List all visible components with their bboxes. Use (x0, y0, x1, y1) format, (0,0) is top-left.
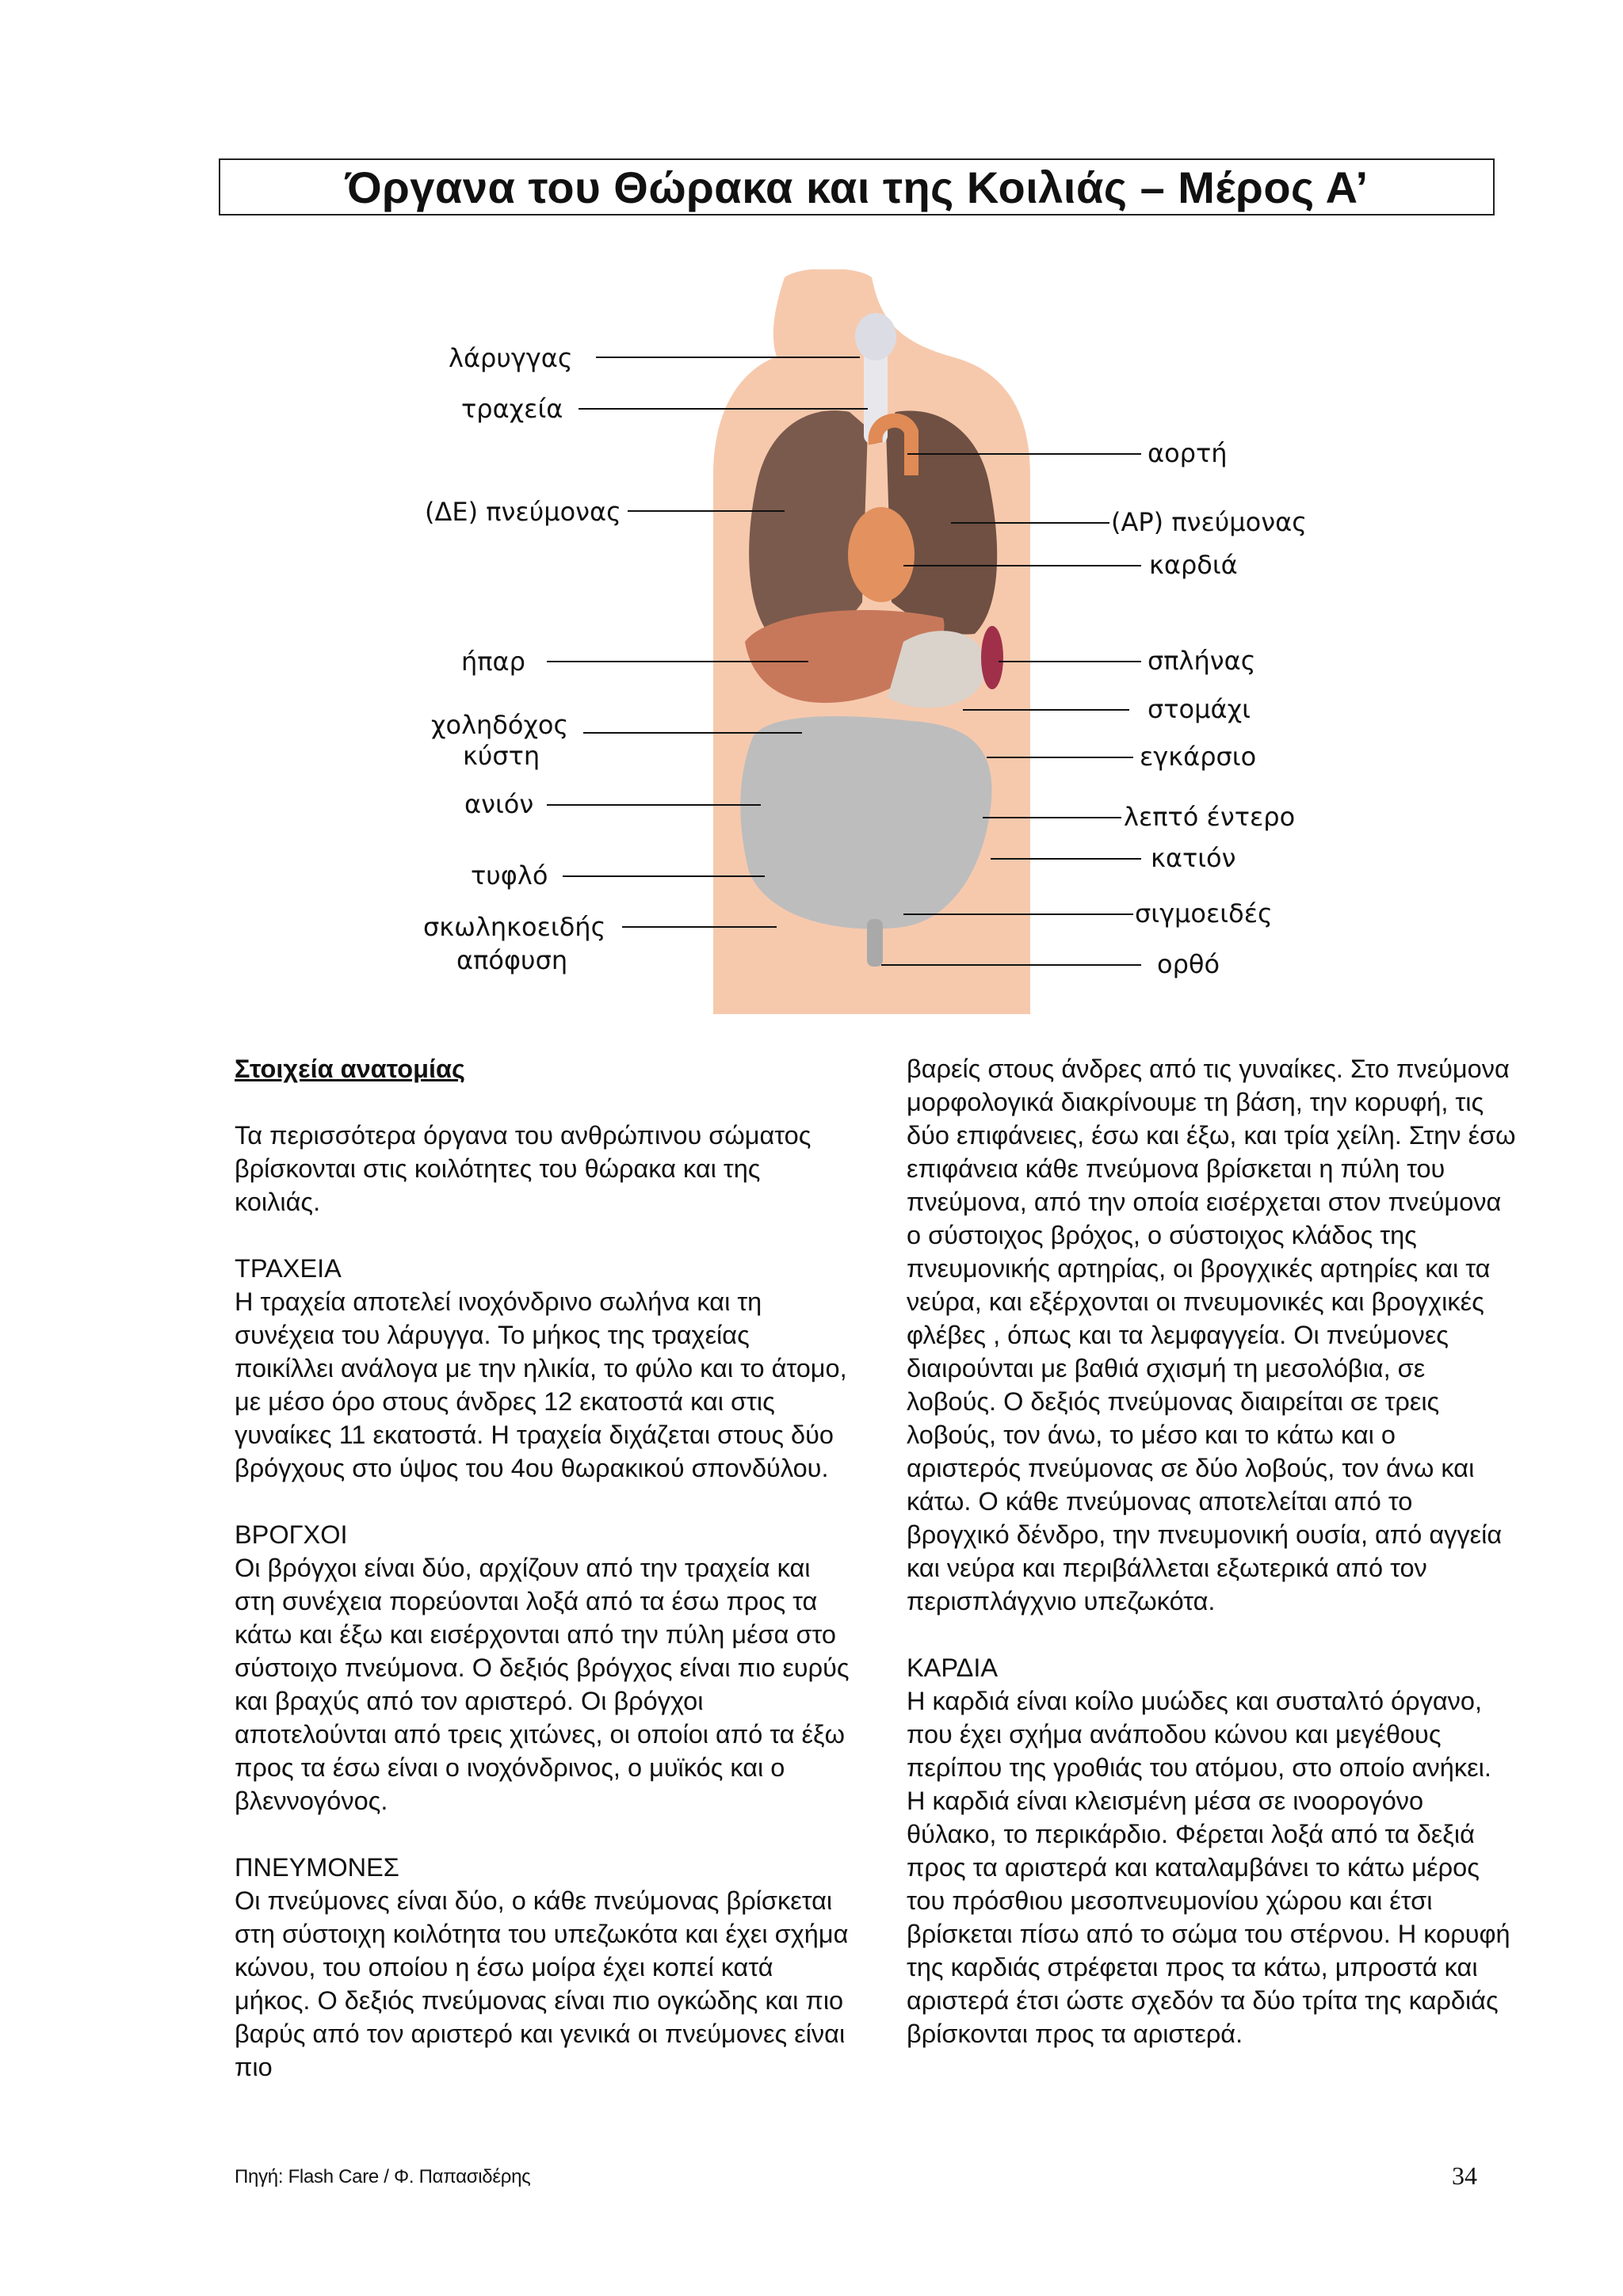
page-title: Όργανα του Θώρακα και της Κοιλιάς – Μέρος Α’ (345, 162, 1369, 212)
label-rectum: ορθό (1157, 949, 1220, 979)
footer-source: Πηγή: Flash Care / Φ. Παπασιδέρης (235, 2166, 531, 2187)
label-cecum: τυφλό (471, 860, 548, 891)
label-trachea: τραχεία (461, 394, 563, 424)
spleen-shape (981, 626, 1003, 689)
label-larynx: λάρυγγας (449, 343, 573, 373)
label-small-intestine: λεπτό έντερο (1124, 802, 1296, 832)
label-stomach: στομάχι (1148, 694, 1251, 724)
label-spleen: σπλήνας (1148, 646, 1256, 676)
label-right-lung: (ΔΕ) πνεύμονας (425, 497, 621, 527)
label-heart: καρδιά (1149, 550, 1238, 580)
intestine-shape (740, 716, 991, 929)
label-liver: ήπαρ (461, 646, 525, 677)
bronchi-title: ΒΡΟΓΧΟΙ (235, 1520, 348, 1549)
trachea-paragraph: Η τραχεία αποτελεί ινοχόνδρινο σωλήνα και τη συνέχεια του λάρυγγα. Το μήκος της τραχείας ποικίλλει ανάλογα με την ηλικία, το φύλο και το άτομο, με μέσο όρο στους άνδρες 12 εκατοστά και στις γυναίκες 11 εκατοστά. Η τραχεία διχάζεται στους δύο βρόγχους στο ύψος του 4ου θωρακικού σπονδύλου. (235, 1287, 847, 1482)
lungs-continued-paragraph: βαρείς στους άνδρες από τις γυναίκες. Στο πνεύμονα μορφολογικά διακρίνουμε τη βάση, την κορυφή, τις δύο επιφάνειες, έσω και έξω, και τρία χείλη. Στην έσω επιφάνεια κάθε πνεύμονα βρίσκεται η πύλη του πνεύμονα, από την οποία εισέρχεται στον πνεύμονα ο σύστοιχος βρόχος, ο σύστοιχος κλάδος της πνευμονικής αρτηρίας, οι βρογχικές αρτηρίες και τα νεύρα, και εξέρχονται οι πνευμονικές και βρογχικές φλέβες , όπως και τα λεμφαγγεία. Οι πνεύμονες διαιρούνται με βαθιά σχισμή τη μεσολόβια, σε λοβούς. Ο δεξιός πνεύμονας διαιρείται σε τρεις λοβούς, τον άνω, το μέσο και το κάτω και ο αριστερός πνεύμονας σε δύο λοβούς, τον άνω και κάτω. Ο κάθε πνεύμονας αποτελείται από το βρογχικό δένδρο, την πνευμονική ουσία, από αγγεία και νεύρα και περιβάλλεται εξωτερικά από τον περισπλάγχνιο υπεζωκότα. (907, 1055, 1516, 1615)
intro-paragraph: Τα περισσότερα όργανα του ανθρώπινου σώματος βρίσκονται στις κοιλότητες του θώρακα και της κοιλιάς. (235, 1121, 812, 1216)
heart-shape (848, 507, 915, 602)
label-appendix-1: σκωληκοειδής (423, 912, 606, 942)
larynx-shape (855, 313, 896, 360)
label-gallbladder-1: χοληδόχος (431, 710, 569, 740)
label-gallbladder-2: κύστη (463, 741, 540, 771)
anatomy-figure (396, 269, 1347, 1014)
heart-paragraph: Η καρδιά είναι κοίλο μυώδες και συσταλτό όργανο, που έχει σχήμα ανάποδου κώνου και μεγέθους περίπου της γροθιάς του ατόμου, στο οποίο ανήκει. Η καρδιά είναι κλεισμένη μέσα σε ινοορογόνο θύλακο, το περικάρδιο. Φέρεται λοξά από τα δεξιά προς τα αριστερά και καταλαμβάνει το κάτω μέρος του πρόσθιου μεσοπνευμονίου χώρου και έτσι βρίσκεται πίσω από το σώμα του στέρνου. Η κορυφή της καρδιάς στρέφεται προς τα κάτω, μπροστά και αριστερά έτσι ώστε σχεδόν τα δύο τρίτα της καρδιάς βρίσκονται προς τα αριστερά. (907, 1687, 1510, 2048)
rectum-shape (867, 919, 883, 967)
title-box (219, 158, 1495, 215)
label-aorta: αορτή (1148, 438, 1228, 468)
label-ascending-colon: ανιόν (464, 789, 534, 819)
left-column (235, 1052, 853, 2117)
label-descending-colon: κατιόν (1151, 843, 1236, 873)
label-transverse-colon: εγκάρσιο (1140, 742, 1257, 772)
label-sigmoid: σιγμοειδές (1135, 898, 1273, 929)
lungs-paragraph: Οι πνεύμονες είναι δύο, ο κάθε πνεύμονας βρίσκεται στη σύστοιχη κοιλότητα του υπεζωκότα και έχει σχήμα κώνου, του οποίου η έσω μοίρα έχει κοπεί κατά μήκος. Ο δεξιός πνεύμονας είναι πιο ογκώδης και πιο βαρύς από τον αριστερό και γενικά οι πνεύμονες είναι πιο (235, 1886, 849, 2081)
right-column (907, 1052, 1517, 2084)
label-left-lung: (ΑΡ) πνεύμονας (1111, 507, 1307, 537)
heart-title: ΚΑΡΔΙΑ (907, 1653, 999, 1682)
label-appendix-2: απόφυση (456, 945, 568, 975)
page-number: 34 (1452, 2161, 1477, 2190)
bronchi-paragraph: Οι βρόγχοι είναι δύο, αρχίζουν από την τραχεία και στη συνέχεια πορεύονται λοξά από τα έσω προς τα κάτω και έξω και εισέρχονται από την πύλη μέσα στο σύστοιχο πνεύμονα. Ο δεξιός βρόγχος είναι πιο ευρύς και βραχύς από τον αριστερό. Οι βρόγχοι αποτελούνται από τρεις χιτώνες, οι οποίοι από τα έξω προς τα έσω είναι ο ινοχόνδρινος, ο μυϊκός και ο βλεννογόνος. (235, 1554, 850, 1815)
section-heading: Στοιχεία ανατομίας (235, 1055, 465, 1083)
lungs-title: ΠΝΕΥΜΟΝΕΣ (235, 1853, 399, 1882)
trachea-title: ΤΡΑΧΕΙΑ (235, 1254, 342, 1283)
